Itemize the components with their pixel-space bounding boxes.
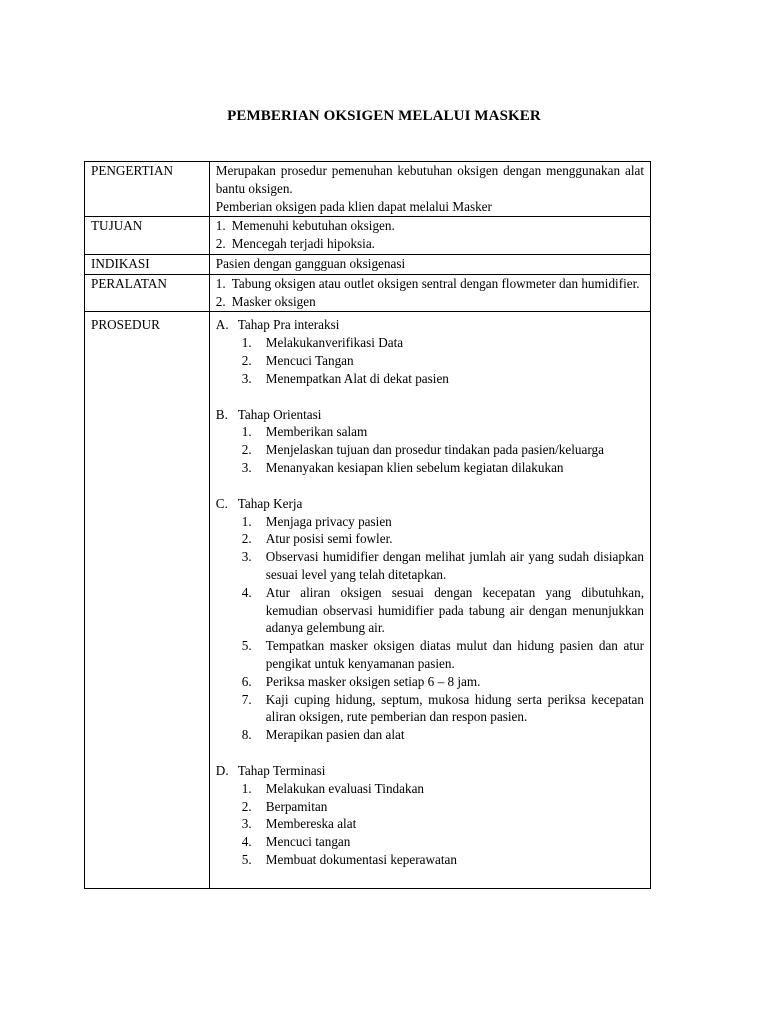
step-number: 3.: [241, 459, 252, 475]
procedure-step: [216, 798, 644, 816]
step-text: Atur aliran oksigen sesuai dengan kecepatan yang dibutuhkan, kemudian observasi humidifier pada tabung air dengan menunjukkan adanya gelembung air.: [265, 584, 644, 636]
list-text: Memenuhi kebutuhan oksigen.: [231, 218, 395, 234]
list-text: Masker oksigen: [231, 293, 316, 309]
list-text: Tabung oksigen atau outlet oksigen sentral dengan flowmeter dan humidifier.: [231, 275, 640, 291]
step-text: Melakukanverifikasi Data: [265, 335, 404, 351]
step-text: Mencuci Tangan: [265, 352, 354, 368]
step-number: 1.: [241, 513, 252, 529]
procedure-step: [216, 780, 644, 798]
content-prosedur: [209, 312, 650, 888]
step-text: Periksa masker oksigen setiap 6 – 8 jam.: [265, 673, 481, 689]
list-number: 2.: [215, 236, 226, 252]
section-title: Tahap Orientasi: [237, 406, 322, 422]
label-tujuan: TUJUAN: [85, 217, 210, 255]
step-number: 7.: [241, 691, 252, 707]
label-indikasi: INDIKASI: [85, 254, 210, 274]
procedure-step: [216, 584, 644, 637]
list-number: 2.: [215, 293, 226, 309]
section-letter: D.: [215, 762, 229, 778]
section-title: Tahap Kerja: [237, 495, 303, 511]
step-number: 6.: [241, 673, 252, 689]
step-text: Mencuci tangan: [265, 834, 351, 850]
procedure-step: [216, 548, 644, 584]
peralatan-item: [216, 293, 644, 311]
step-number: 1.: [241, 424, 252, 440]
step-number: 3.: [241, 370, 252, 386]
section-heading: [216, 495, 644, 513]
row-prosedur: [85, 312, 651, 888]
procedure-step: [216, 423, 644, 441]
pengertian-paragraph-1: Merupakan prosedur pemenuhan kebutuhan oksigen dengan menggunakan alat bantu oksigen.: [215, 163, 644, 196]
procedure-step: [216, 833, 644, 851]
label-prosedur: PROSEDUR: [85, 312, 210, 888]
step-text: Kaji cuping hidung, septum, mukosa hidung serta periksa kecepatan aliran oksigen, rute pemberian dan respon pasien.: [265, 691, 644, 725]
step-text: Tempatkan masker oksigen diatas mulut dan hidung pasien dan atur pengikat untuk kenyamanan pasien.: [265, 638, 644, 671]
tujuan-item: [216, 235, 644, 253]
step-text: Menjelaskan tujuan dan prosedur tindakan pada pasien/keluarga: [265, 442, 604, 458]
step-number: 5.: [241, 638, 252, 654]
section-heading: [216, 406, 644, 424]
content-indikasi: Pasien dengan gangguan oksigenasi: [209, 254, 650, 274]
peralatan-item: [216, 275, 644, 293]
procedure-step: [216, 459, 644, 477]
procedure-step: [216, 441, 644, 459]
section-letter: A.: [215, 317, 229, 333]
procedure-step: [216, 691, 644, 727]
procedure-step: [216, 673, 644, 691]
procedure-step: [216, 726, 644, 744]
step-number: 8.: [241, 727, 252, 743]
section-letter: C.: [215, 495, 228, 511]
tujuan-item: [216, 217, 644, 235]
section-gap: [216, 477, 644, 495]
procedure-step: [216, 370, 644, 388]
procedure-step: [216, 334, 644, 352]
procedure-step: [216, 352, 644, 370]
step-number: 3.: [241, 816, 252, 832]
step-number: 2.: [241, 798, 252, 814]
procedure-step: [216, 637, 644, 673]
section-title: Tahap Pra interaksi: [237, 317, 340, 333]
step-text: Menanyakan kesiapan klien sebelum kegiatan dilakukan: [265, 459, 564, 475]
step-text: Observasi humidifier dengan melihat jumlah air yang sudah disiapkan sesuai level yang telah ditetapkan.: [265, 549, 644, 582]
step-text: Membuat dokumentasi keperawatan: [265, 851, 457, 867]
label-peralatan: PERALATAN: [85, 274, 210, 312]
step-text: Menjaga privacy pasien: [265, 513, 392, 529]
step-number: 3.: [241, 549, 252, 565]
step-number: 4.: [241, 834, 252, 850]
document-title: PEMBERIAN OKSIGEN MELALUI MASKER: [227, 108, 541, 124]
label-pengertian: PENGERTIAN: [85, 162, 210, 217]
step-text: Melakukan evaluasi Tindakan: [265, 780, 425, 796]
list-number: 1.: [215, 275, 226, 291]
section-title: Tahap Terminasi: [237, 762, 326, 778]
row-peralatan: [85, 274, 651, 312]
step-number: 1.: [241, 335, 252, 351]
step-number: 5.: [241, 851, 252, 867]
step-text: Berpamitan: [265, 798, 328, 814]
step-number: 4.: [241, 584, 252, 600]
row-tujuan: [85, 217, 651, 255]
row-pengertian: [85, 162, 651, 217]
step-text: Atur posisi semi fowler.: [265, 531, 393, 547]
bottom-space: [216, 869, 644, 887]
section-gap: [216, 744, 644, 762]
step-number: 2.: [241, 352, 252, 368]
pengertian-paragraph-2: Pemberian oksigen pada klien dapat melalui Masker: [215, 198, 492, 214]
procedure-step: [216, 815, 644, 833]
section-heading: [216, 316, 644, 334]
content-peralatan: [209, 274, 650, 312]
step-number: 1.: [241, 780, 252, 796]
content-tujuan: [209, 217, 650, 255]
list-number: 1.: [215, 218, 226, 234]
step-text: Membereska alat: [265, 816, 357, 832]
procedure-step: [216, 851, 644, 869]
list-text: Mencegah terjadi hipoksia.: [231, 236, 375, 252]
row-indikasi: [85, 254, 651, 274]
step-text: Menempatkan Alat di dekat pasien: [265, 370, 449, 386]
step-number: 2.: [241, 531, 252, 547]
section-letter: B.: [215, 406, 228, 422]
section-heading: [216, 762, 644, 780]
step-number: 2.: [241, 442, 252, 458]
procedure-step: [216, 513, 644, 531]
section-gap: [216, 388, 644, 406]
step-text: Merapikan pasien dan alat: [265, 727, 405, 743]
content-pengertian: [209, 162, 650, 217]
step-text: Memberikan salam: [265, 424, 368, 440]
procedure-step: [216, 530, 644, 548]
sop-table: [84, 161, 651, 889]
